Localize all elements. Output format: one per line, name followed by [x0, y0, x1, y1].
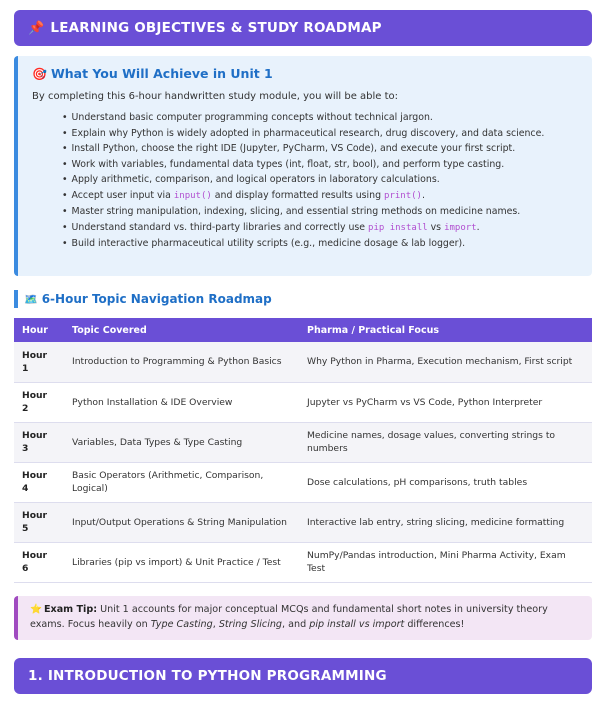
objectives-callout: [14, 56, 592, 276]
objective-item: • Work with variables, fundamental data types (int, float, str, bool), and perform type casting.: [62, 157, 578, 173]
map-icon: 🗺️: [24, 292, 38, 306]
exam-tip-emphasis: String Slicing: [218, 619, 283, 630]
cell-topic: Input/Output Operations & String Manipulation: [64, 502, 299, 542]
cell-topic: Introduction to Programming & Python Basics: [64, 342, 299, 382]
cell-focus: Dose calculations, pH comparisons, truth tables: [299, 462, 592, 502]
banner-title: 1. INTRODUCTION TO PYTHON PROGRAMMING: [28, 668, 387, 684]
exam-tip-text: differences!: [404, 619, 465, 630]
code-input: input(): [173, 190, 212, 201]
cell-focus: Interactive lab entry, string slicing, medicine formatting: [299, 502, 592, 542]
exam-tip-emphasis: pip install vs import: [309, 619, 405, 630]
column-header-topic: Topic Covered: [72, 324, 147, 336]
table-row: [14, 542, 592, 582]
target-icon: 🎯: [32, 66, 47, 81]
cell-topic: Libraries (pip vs import) & Unit Practice / Test: [64, 542, 299, 582]
exam-tip-text: ,: [212, 619, 219, 630]
pin-icon: 📌: [28, 20, 45, 36]
cell-focus: Why Python in Pharma, Execution mechanism, First script: [299, 342, 592, 382]
exam-tip-emphasis: Type Casting: [150, 619, 213, 630]
column-header-focus: Pharma / Practical Focus: [307, 324, 439, 336]
roadmap-title: 6-Hour Topic Navigation Roadmap: [41, 292, 272, 306]
objective-item: • Explain why Python is widely adopted in pharmaceutical research, drug discovery, and data science.: [62, 126, 578, 142]
objectives-intro: By completing this 6-hour handwritten study module, you will be able to:: [32, 91, 399, 102]
objective-item: • Build interactive pharmaceutical utility scripts (e.g., medicine dosage & lab logger).: [62, 236, 578, 252]
objective-text: .: [476, 221, 480, 233]
column-header-hour: Hour: [22, 324, 48, 336]
cell-hour: Hour 6: [14, 542, 64, 582]
code-print: print(): [384, 190, 422, 201]
cell-hour: Hour 2: [14, 382, 64, 422]
table-header-row: [14, 318, 592, 342]
objective-text: Understand standard vs. third-party libraries and correctly use: [71, 221, 369, 233]
cell-hour: Hour 3: [14, 422, 64, 462]
cell-focus: NumPy/Pandas introduction, Mini Pharma Activity, Exam Test: [299, 542, 592, 582]
roadmap-table: [14, 318, 592, 583]
objective-text: Accept user input via: [71, 189, 174, 201]
table-row: [14, 382, 592, 422]
objective-text: .: [421, 189, 425, 201]
cell-focus: Medicine names, dosage values, converting strings to numbers: [299, 422, 592, 462]
cell-topic: Basic Operators (Arithmetic, Comparison, Logical): [64, 462, 299, 502]
exam-tip-text: , and: [282, 619, 310, 630]
table-row: [14, 502, 592, 542]
exam-tip-label: Exam Tip:: [43, 604, 98, 615]
objective-text: vs: [427, 221, 445, 233]
exam-tip-callout: [14, 596, 592, 640]
banner-title: LEARNING OBJECTIVES & STUDY ROADMAP: [50, 20, 382, 36]
code-import: import: [444, 222, 477, 233]
cell-hour: Hour 4: [14, 462, 64, 502]
objective-item: • Apply arithmetic, comparison, and logical operators in laboratory calculations.: [62, 172, 578, 188]
star-icon: ⭐: [30, 604, 42, 615]
objective-item: • Understand basic computer programming concepts without technical jargon.: [62, 110, 578, 126]
table-row: [14, 422, 592, 462]
table-row: [14, 342, 592, 382]
objective-item-io: [62, 188, 578, 205]
objective-item: • Install Python, choose the right IDE (Jupyter, PyCharm, VS Code), and execute your first script.: [62, 141, 578, 157]
cell-topic: Python Installation & IDE Overview: [64, 382, 299, 422]
objectives-title: What You Will Achieve in Unit 1: [50, 66, 273, 81]
objective-text: and display formatted results using: [211, 189, 385, 201]
exam-tip-text: Unit 1 accounts for major conceptual MCQs and fundamental short notes in university theory exams. Focus heavily on: [30, 604, 548, 630]
objective-item: • Master string manipulation, indexing, slicing, and essential string methods on medicine names.: [62, 204, 578, 220]
section-banner-objectives: [14, 10, 592, 46]
objective-item-libs: [62, 220, 578, 237]
cell-hour: Hour 1: [14, 342, 64, 382]
code-pip-install: pip install: [368, 222, 428, 233]
cell-focus: Jupyter vs PyCharm vs VS Code, Python Interpreter: [299, 382, 592, 422]
section-banner-introduction: [14, 658, 592, 694]
objectives-list: [32, 110, 578, 252]
cell-hour: Hour 5: [14, 502, 64, 542]
cell-topic: Variables, Data Types & Type Casting: [64, 422, 299, 462]
objectives-heading: [32, 66, 578, 81]
roadmap-heading: [14, 290, 272, 308]
table-row: [14, 462, 592, 502]
